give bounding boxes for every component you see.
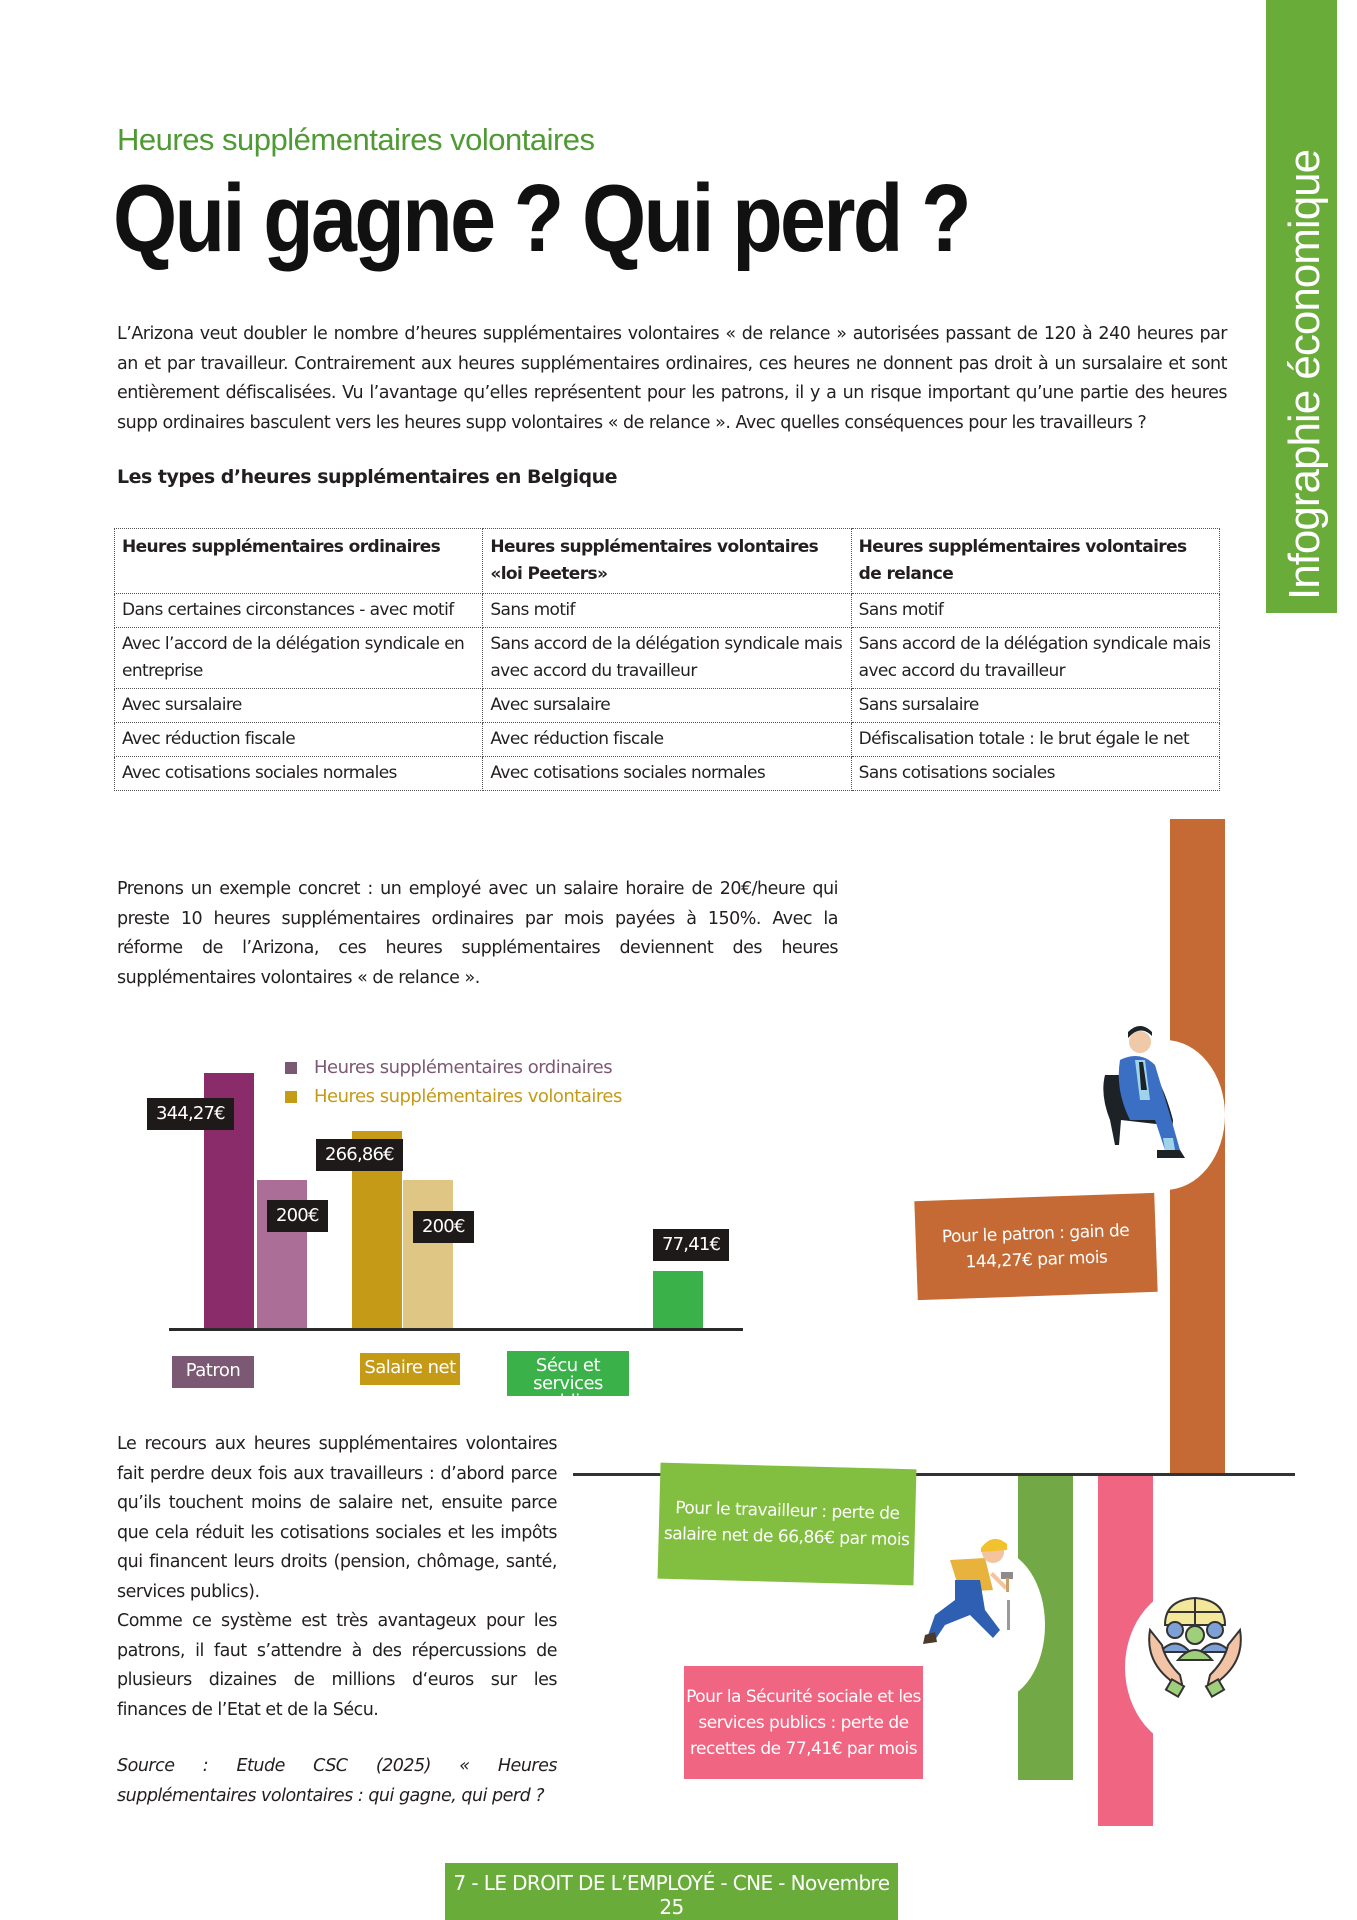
table-cell: Avec réduction fiscale xyxy=(483,723,851,757)
table-cell: Avec sursalaire xyxy=(483,689,851,723)
category-label: Salaire net xyxy=(360,1353,460,1385)
table-header-row xyxy=(115,529,1220,594)
bar-value-label: 200€ xyxy=(413,1211,474,1243)
legend-label: Heures supplémentaires volontaires xyxy=(314,1086,622,1107)
legend-item-ordinary xyxy=(285,1053,622,1082)
table-cell: Dans certaines circonstances - avec motif xyxy=(115,594,483,628)
table-row xyxy=(115,628,1220,689)
article-title: Qui gagne ? Qui perd ? xyxy=(113,165,969,272)
table-row xyxy=(115,594,1220,628)
table-row xyxy=(115,723,1220,757)
bar-chart xyxy=(130,1040,780,1412)
secu-loss-callout: Pour la Sécurité sociale et les services publics : perte de recettes de 77,41€ par mois xyxy=(684,1666,923,1779)
patron-gain-callout: Pour le patron : gain de 144,27€ par mois xyxy=(914,1193,1157,1300)
social-security-icon xyxy=(1140,1590,1250,1710)
chart-bar xyxy=(653,1271,703,1328)
table-cell: Avec cotisations sociales normales xyxy=(483,757,851,791)
intro-paragraph: L’Arizona veut doubler le nombre d’heures supplémentaires volontaires « de relance » autorisées passant de 120 à 240 heures par an et par travailleur. Contrairement aux heures supplémentaires ordinaires, ces heures ne donnent pas droit à un sursalaire et sont entièrement défiscalisées. Vu l’avantage qu’elles représentent pour les patrons, il y a un risque important qu’une partie des heures supp ordinaires basculent vers les heures supp volontaires « de relance ». Avec quelles conséquences pour les travailleurs ? xyxy=(117,324,1227,433)
worker-icon xyxy=(915,1530,1025,1650)
table-cell: Sans sursalaire xyxy=(851,689,1219,723)
table-row xyxy=(115,689,1220,723)
table-title: Les types d’heures supplémentaires en Belgique xyxy=(117,466,618,488)
section-tab-label: Infographie économique xyxy=(1280,149,1329,600)
table-cell: Sans cotisations sociales xyxy=(851,757,1219,791)
chart-bar xyxy=(403,1180,453,1328)
conclusion-text-2: Comme ce système est très avantageux pour les patrons, il faut s’attendre à des répercussions de plusieurs dizaines de millions d‘euros sur les finances de l’Etat et de la Sécu. xyxy=(117,1611,557,1720)
bar-value-label: 77,41€ xyxy=(653,1229,729,1261)
section-tab-label-wrap xyxy=(1266,0,1337,613)
chart-baseline xyxy=(169,1328,743,1331)
legend-swatch xyxy=(285,1062,297,1074)
table-cell: Défiscalisation totale : le brut égale le net xyxy=(851,723,1219,757)
conclusion-paragraph xyxy=(117,1430,557,1725)
table-cell: Sans accord de la délégation syndicale mais avec accord du travailleur xyxy=(851,628,1219,689)
legend-item-voluntary xyxy=(285,1082,622,1111)
conclusion-text-1: Le recours aux heures supplémentaires volontaires fait perdre deux fois aux travailleurs : d’abord parce qu’ils touchent moins de salaire net, ensuite parce que cela réduit les cotisations sociales et les impôts qui financent leurs droits (pension, chômage, santé, services publics). xyxy=(117,1434,557,1602)
bar-value-label: 266,86€ xyxy=(316,1139,403,1171)
table-cell: Sans motif xyxy=(483,594,851,628)
article-kicker: Heures supplémentaires volontaires xyxy=(117,122,595,157)
table-cell: Sans accord de la délégation syndicale mais avec accord du travailleur xyxy=(483,628,851,689)
bar-value-label: 200€ xyxy=(267,1200,328,1232)
table-cell: Avec cotisations sociales normales xyxy=(115,757,483,791)
table-row xyxy=(115,757,1220,791)
source-citation: Source : Etude CSC (2025) « Heures supplémentaires volontaires : qui gagne, qui perd ? xyxy=(117,1756,557,1806)
legend-swatch xyxy=(285,1091,297,1103)
chart-legend xyxy=(285,1053,622,1111)
table-header-cell: Heures supplémentaires volontaires «loi Peeters» xyxy=(483,529,851,594)
table-cell: Avec l’accord de la délégation syndicale en entreprise xyxy=(115,628,483,689)
legend-label: Heures supplémentaires ordinaires xyxy=(314,1057,613,1078)
table-header-cell: Heures supplémentaires volontaires de relance xyxy=(851,529,1219,594)
bar-value-label: 344,27€ xyxy=(147,1098,234,1130)
overtime-types-table xyxy=(114,528,1220,791)
businessman-icon xyxy=(1095,1020,1205,1170)
table-cell: Avec sursalaire xyxy=(115,689,483,723)
category-label: Sécu et services publics xyxy=(507,1351,629,1396)
worker-loss-callout: Pour le travailleur : perte de salaire net de 66,86€ par mois xyxy=(658,1463,917,1586)
table-cell: Avec réduction fiscale xyxy=(115,723,483,757)
page-footer: 7 - LE DROIT DE L’EMPLOYÉ - CNE - Novembre 25 xyxy=(445,1863,898,1920)
category-label: Patron xyxy=(172,1356,254,1388)
example-paragraph: Prenons un exemple concret : un employé avec un salaire horaire de 20€/heure qui preste 10 heures supplémentaires ordinaires par mois payées à 150%. Avec la réforme de l’Arizona, ces heures supplémentaires deviennent des heures supplémentaires volontaires « de relance ». xyxy=(117,879,838,988)
table-cell: Sans motif xyxy=(851,594,1219,628)
table-header-cell: Heures supplémentaires ordinaires xyxy=(115,529,483,594)
